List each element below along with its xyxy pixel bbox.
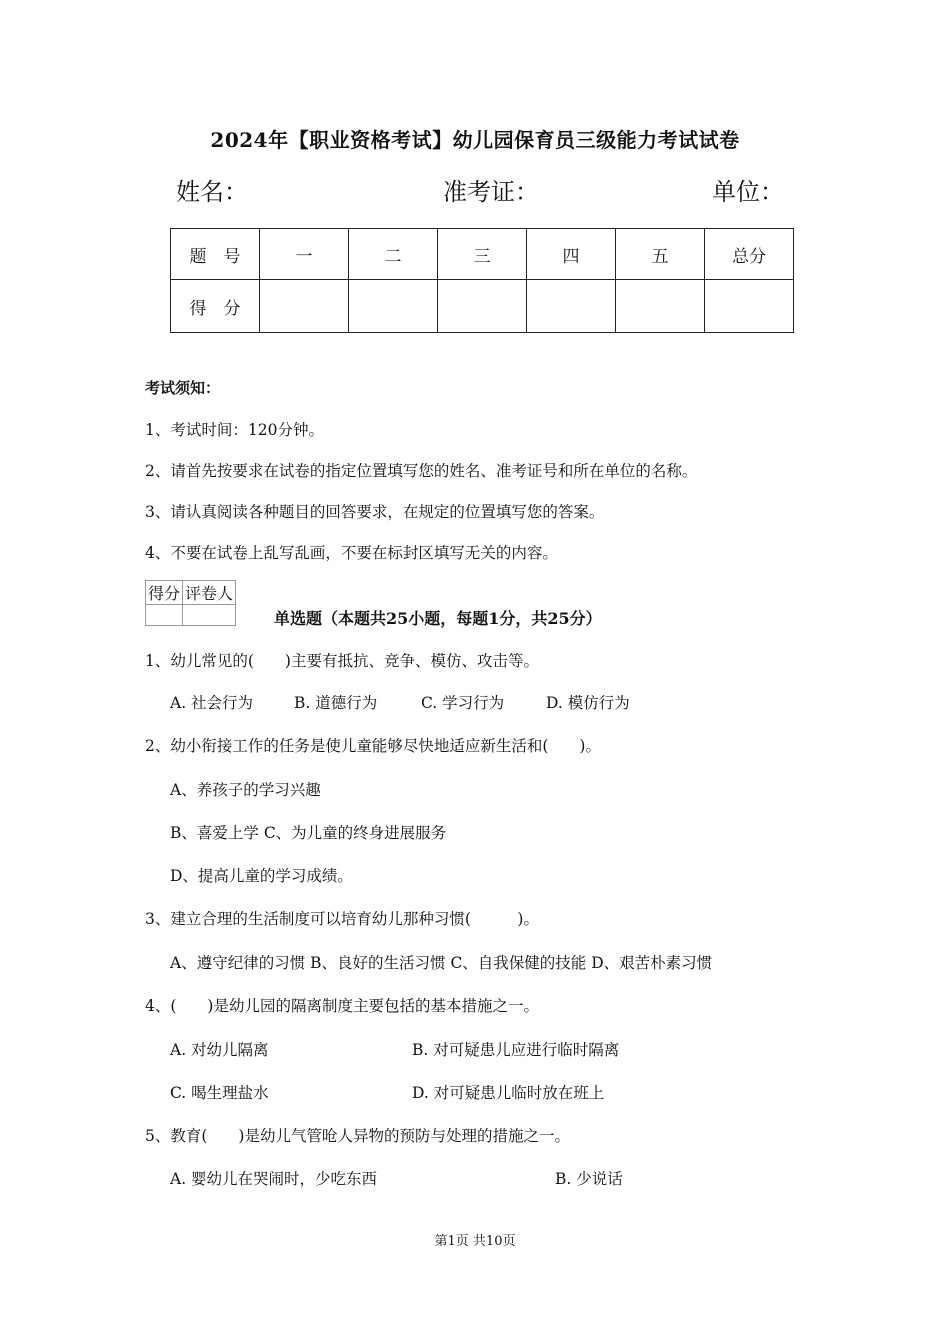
- question-option: C. 喝生理盐水: [170, 1084, 269, 1102]
- score-table-header-cell: 三: [438, 229, 527, 280]
- question-stem: 1、幼儿常见的( )主要有抵抗、竞争、模仿、攻击等。: [145, 652, 539, 670]
- question-option: A、养孩子的学习兴趣: [170, 781, 321, 799]
- exam-number-field-label: 准考证：: [443, 178, 539, 206]
- question-stem: 5、教育( )是幼儿气管呛人异物的预防与处理的措施之一。: [145, 1127, 570, 1145]
- instruction-item: 2、请首先按要求在试卷的指定位置填写您的姓名、准考证号和所在单位的名称。: [145, 462, 698, 480]
- score-table-header-cell: 二: [349, 229, 438, 280]
- score-table-header-cell: 总分: [705, 229, 794, 280]
- question-option: D、提高儿童的学习成绩。: [170, 867, 353, 885]
- question-option: D. 模仿行为: [546, 694, 630, 712]
- question-option: D. 对可疑患儿临时放在班上: [412, 1084, 605, 1102]
- grader-name-cell[interactable]: [183, 605, 236, 626]
- question-option: C. 学习行为: [421, 694, 505, 712]
- question-option: A、遵守纪律的习惯 B、良好的生活习惯 C、自我保健的技能 D、艰苦朴素习惯: [170, 954, 713, 972]
- question-option: A. 社会行为: [170, 694, 254, 712]
- score-table-header-cell: 题 号: [171, 229, 260, 280]
- section-heading: 单选题（本题共25小题，每题1分，共25分）: [274, 609, 602, 628]
- instruction-item: 4、不要在试卷上乱写乱画，不要在标封区填写无关的内容。: [145, 544, 558, 562]
- score-table-header-cell: 五: [616, 229, 705, 280]
- score-table-header-cell: 一: [260, 229, 349, 280]
- page-footer: 第1页 共10页: [434, 1234, 516, 1249]
- question-stem: 4、( )是幼儿园的隔离制度主要包括的基本措施之一。: [145, 997, 539, 1015]
- score-row-label: 得 分: [171, 280, 260, 333]
- score-cell[interactable]: [438, 280, 527, 333]
- grader-box: [145, 580, 236, 626]
- instruction-item: 1、考试时间：120分钟。: [145, 421, 324, 439]
- score-cell[interactable]: [349, 280, 438, 333]
- name-field-label: 姓名：: [176, 178, 248, 206]
- instruction-item: 3、请认真阅读各种题目的回答要求，在规定的位置填写您的答案。: [145, 503, 605, 521]
- question-option: A. 对幼儿隔离: [170, 1041, 269, 1059]
- question-stem: 3、建立合理的生活制度可以培育幼儿那种习惯( )。: [145, 910, 539, 928]
- document-title: 2024年【职业资格考试】幼儿园保育员三级能力考试试卷: [210, 128, 740, 152]
- score-table-score-row: [171, 280, 794, 333]
- question-option: B. 对可疑患儿应进行临时隔离: [412, 1041, 620, 1059]
- question-option: B. 道德行为: [294, 694, 378, 712]
- question-option: B. 少说话: [555, 1170, 623, 1188]
- question-option: A. 婴幼儿在哭闹时，少吃东西: [170, 1170, 378, 1188]
- score-table-header-cell: 四: [527, 229, 616, 280]
- question-option: B、喜爱上学 C、为儿童的终身进展服务: [170, 824, 447, 842]
- instructions-heading: 考试须知：: [145, 379, 221, 397]
- grader-score-label: 得分: [146, 581, 183, 605]
- score-cell[interactable]: [260, 280, 349, 333]
- grader-name-label: 评卷人: [183, 581, 236, 605]
- score-table: [170, 228, 794, 333]
- question-stem: 2、幼小衔接工作的任务是使儿童能够尽快地适应新生活和( )。: [145, 737, 601, 755]
- score-cell[interactable]: [705, 280, 794, 333]
- score-cell[interactable]: [527, 280, 616, 333]
- score-cell[interactable]: [616, 280, 705, 333]
- score-table-header-row: [171, 229, 794, 280]
- grader-score-cell[interactable]: [146, 605, 183, 626]
- unit-field-label: 单位：: [712, 178, 784, 206]
